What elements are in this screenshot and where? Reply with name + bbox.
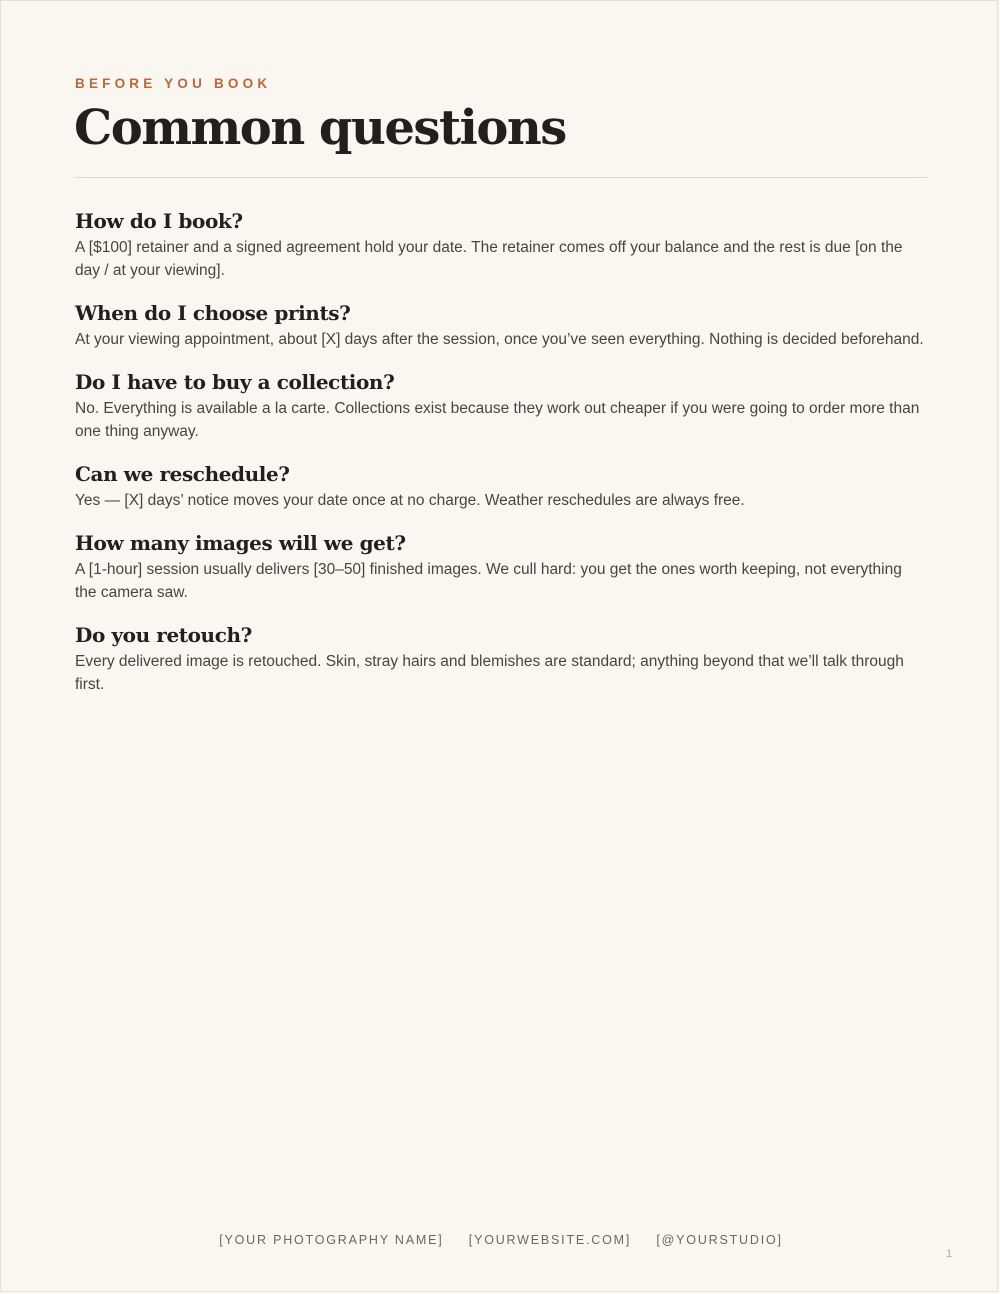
faq-item-collection xyxy=(75,367,927,443)
footer-business-name: [YOUR PHOTOGRAPHY NAME] xyxy=(219,1233,444,1247)
faq-item-prints xyxy=(75,298,927,351)
faq-item-book xyxy=(75,206,927,282)
page-number: 1 xyxy=(946,1248,953,1260)
footer-website: [YOURWEBSITE.COM] xyxy=(468,1233,632,1247)
faq-question: Do you retouch? xyxy=(75,623,252,647)
faq-answer: A [1-hour] session usually delivers [30–50] finished images. We cull hard: you get the ones worth keeping, not everything the camera saw. xyxy=(75,561,902,601)
faq-answer: Every delivered image is retouched. Skin, stray hairs and blemishes are standard; anything beyond that we’ll talk through first. xyxy=(75,653,904,693)
title-divider xyxy=(75,177,927,178)
faq-question: How do I book? xyxy=(75,209,243,233)
faq-question: Can we reschedule? xyxy=(75,462,290,486)
faq-question: Do I have to buy a collection? xyxy=(75,370,395,394)
faq-answer: A [$100] retainer and a signed agreement hold your date. The retainer comes off your balance and the rest is due [on the day / at your viewing]. xyxy=(75,239,903,279)
faq-question: How many images will we get? xyxy=(75,531,406,555)
faq-answer: No. Everything is available a la carte. Collections exist because they work out cheaper if you were going to order more than one thing anyway. xyxy=(75,400,920,440)
faq-list xyxy=(75,206,927,712)
faq-question: When do I choose prints? xyxy=(75,301,351,325)
faq-answer: Yes — [X] days’ notice moves your date once at no charge. Weather reschedules are always free. xyxy=(75,492,745,509)
footer xyxy=(1,1233,1000,1247)
eyebrow-label: BEFORE YOU BOOK xyxy=(75,76,272,91)
faq-item-retouch xyxy=(75,620,927,696)
faq-item-images xyxy=(75,528,927,604)
footer-social-handle: [@YOURSTUDIO] xyxy=(656,1233,783,1247)
faq-item-reschedule xyxy=(75,459,927,512)
faq-answer: At your viewing appointment, about [X] days after the session, once you’ve seen everything. Nothing is decided beforehand. xyxy=(75,331,924,348)
page-title: Common questions xyxy=(74,100,566,156)
